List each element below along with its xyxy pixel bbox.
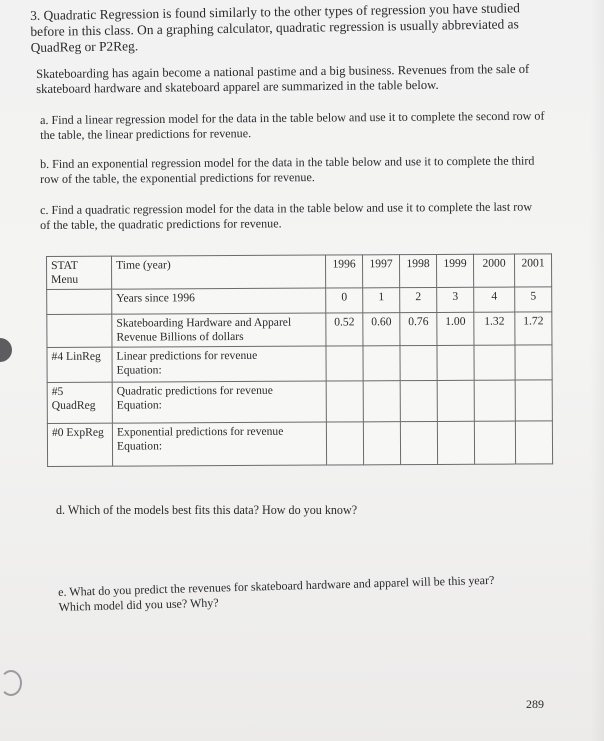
linreg-equation-label: Equation: — [116, 363, 162, 377]
linreg-answer-cell[interactable] — [326, 346, 363, 381]
table-row-quadreg — [47, 380, 552, 424]
linreg-label-cell — [112, 346, 326, 382]
expreg-answer-cell[interactable] — [400, 421, 437, 464]
question-b: b. Find an exponential regression model for the data in the table below and use it to complete the third row of the table, the exponential predictions for revenue. — [40, 153, 535, 186]
expreg-answer-cell[interactable] — [515, 421, 552, 464]
years-since-cell: 2 — [400, 287, 437, 312]
table-row-expreg — [47, 421, 552, 467]
expreg-answer-cell[interactable] — [363, 422, 400, 465]
year-cell: 2001 — [514, 254, 551, 287]
revenue-label: Skateboarding Hardware and Apparel Revenue Billions of dollars — [112, 313, 326, 347]
binder-ring — [0, 670, 22, 696]
linreg-answer-cell[interactable] — [400, 345, 437, 380]
quadreg-label-cell — [112, 381, 326, 423]
page-shadow — [590, 0, 604, 741]
time-label: Time (year) — [112, 255, 326, 289]
question-d: d. Which of the models best fits this data? How do you know? — [56, 503, 358, 517]
year-cell: 1999 — [436, 254, 473, 287]
page-number: 289 — [526, 697, 544, 711]
revenue-cell: 0.60 — [363, 313, 400, 346]
quadreg-answer-cell[interactable] — [400, 380, 437, 421]
linreg-answer-cell[interactable] — [515, 345, 552, 380]
empty-cell — [47, 314, 112, 347]
regression-table — [46, 253, 553, 467]
revenue-cell: 1.32 — [474, 312, 515, 345]
year-cell: 1998 — [399, 254, 436, 287]
years-since-cell: 5 — [515, 287, 552, 312]
hole-punch — [0, 338, 12, 362]
quadreg-answer-cell[interactable] — [474, 380, 515, 421]
quadreg-label: Quadratic predictions for revenue — [116, 383, 273, 398]
quadreg-answer-cell[interactable] — [363, 381, 400, 422]
year-cell: 1997 — [362, 255, 399, 288]
year-cell: 1996 — [325, 255, 362, 288]
revenue-cell: 0.52 — [326, 313, 363, 346]
stat-menu-label: STAT Menu — [47, 256, 112, 289]
question-e: e. What do you predict the revenues for skateboard hardware and apparel will be this year? Which model did you use? Why? — [58, 572, 495, 614]
linreg-answer-cell[interactable] — [437, 345, 474, 380]
revenue-cell: 1.00 — [437, 312, 474, 345]
table-row-years — [47, 254, 552, 290]
linreg-answer-cell[interactable] — [363, 346, 400, 381]
expreg-label: Exponential predictions for revenue — [116, 424, 284, 439]
revenue-cell: 0.76 — [400, 312, 437, 345]
years-since-cell: 0 — [326, 288, 363, 313]
empty-cell — [47, 289, 112, 314]
table-row-linreg — [47, 345, 552, 383]
problem-title: 3. Quadratic Regression is found similarly to the other types of regression you have studied before in this class. On a graphing calculator, quadratic regression is usually abbreviated as QuadReg or P2Reg. — [30, 0, 520, 55]
expreg-label-cell — [112, 422, 326, 466]
question-c: c. Find a quadratic regression model for the data in the table below and use it to complete the last row of the table, the quadratic predictions for revenue. — [40, 199, 533, 232]
quadreg-answer-cell[interactable] — [326, 381, 363, 422]
question-a: a. Find a linear regression model for the data in the table below and use it to complete the second row of the table, the linear predictions for revenue. — [40, 108, 545, 142]
table-row-revenue — [47, 312, 552, 348]
years-since-label: Years since 1996 — [112, 288, 326, 314]
expreg-answer-cell[interactable] — [474, 421, 515, 464]
years-since-cell: 1 — [363, 288, 400, 313]
quadreg-answer-cell[interactable] — [515, 380, 552, 421]
year-cell: 2000 — [473, 254, 514, 287]
quadreg-equation-label: Equation: — [116, 398, 162, 412]
years-since-cell: 3 — [437, 287, 474, 312]
quadreg-key: #5 QuadReg — [47, 382, 112, 423]
expreg-equation-label: Equation: — [116, 439, 163, 453]
linreg-label: Linear predictions for revenue — [116, 348, 258, 363]
expreg-answer-cell[interactable] — [437, 421, 474, 464]
revenue-cell: 1.72 — [515, 312, 552, 345]
problem-intro: Skateboarding has again become a national pastime and a big business. Revenues from the sale of skateboard hardware and skateboard apparel are summarized in the table below. — [36, 61, 530, 96]
linreg-key: #4 LinReg — [47, 347, 112, 382]
expreg-answer-cell[interactable] — [326, 422, 363, 465]
table-row-years-since — [47, 287, 552, 315]
linreg-answer-cell[interactable] — [474, 345, 515, 380]
quadreg-answer-cell[interactable] — [437, 380, 474, 421]
years-since-cell: 4 — [474, 287, 515, 312]
expreg-key: #0 ExpReg — [47, 423, 112, 466]
